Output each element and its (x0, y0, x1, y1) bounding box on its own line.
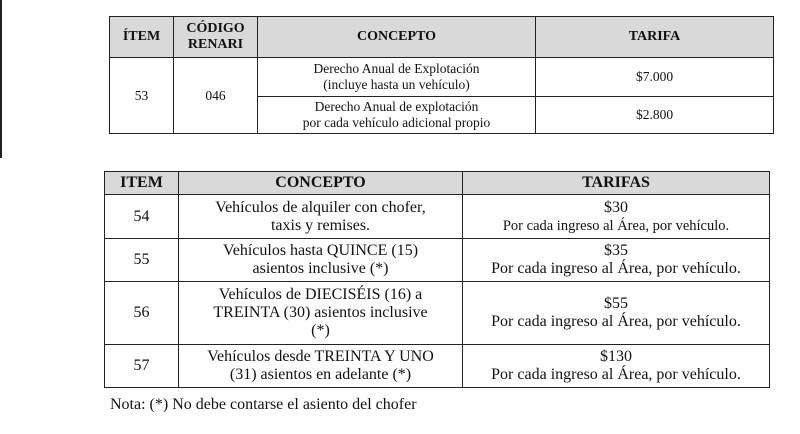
concepto-cell (258, 97, 536, 134)
tarifa-cell (463, 195, 770, 239)
tarifa-table-renari (109, 16, 774, 134)
concepto-cell (179, 195, 463, 239)
table1-header-row (110, 17, 774, 58)
concepto-line: asientos inclusive (*) (252, 260, 389, 277)
header-concepto: CONCEPTO (179, 172, 463, 195)
item-number: 57 (105, 345, 179, 388)
item-number: 54 (105, 195, 179, 239)
left-border-line (0, 0, 2, 158)
tarifa-amount: $30 (604, 198, 628, 216)
concepto-line: Vehículos hasta QUINCE (15) (222, 242, 419, 259)
table-row (105, 345, 770, 388)
tarifa-amount: $35 (604, 242, 628, 259)
concepto-cell (258, 58, 536, 97)
concepto-cell (179, 282, 463, 345)
tarifa-table-vehiculos (104, 171, 770, 388)
header-concepto: CONCEPTO (258, 17, 536, 58)
codigo-renari: 046 (174, 58, 258, 134)
concepto-line: (*) (311, 322, 330, 339)
table2-header-row (105, 172, 770, 195)
header-codigo-renari: CÓDIGO RENARI (174, 17, 258, 58)
table-row (110, 58, 774, 97)
concepto-line: (incluye hasta un vehículo) (323, 77, 470, 92)
tarifa-detalle: Por cada ingreso al Área, por vehículo. (491, 260, 741, 277)
header-tarifa: TARIFA (536, 17, 774, 58)
concepto-line: Vehículos de alquiler con chofer, (215, 198, 426, 216)
table-row (105, 282, 770, 345)
concepto-line: Vehículos de DIECISÉIS (16) a (218, 286, 423, 303)
tarifa-detalle: Por cada ingreso al Área, por vehículo. (491, 313, 741, 330)
concepto-line: Derecho Anual de Explotación (313, 61, 480, 76)
nota-footnote: Nota: (*) No debe contarse el asiento del chofer (110, 396, 417, 413)
tarifa-cell (463, 345, 770, 388)
concepto-cell (179, 345, 463, 388)
concepto-line: (31) asientos en adelante (*) (229, 366, 412, 383)
concepto-line: taxis y remises. (270, 216, 371, 234)
tarifa-amount: $130 (600, 348, 632, 365)
tarifa-detalle: Por cada ingreso al Área, por vehículo. (502, 217, 730, 234)
item-number: 53 (110, 58, 174, 134)
concepto-cell (179, 239, 463, 282)
concepto-line: Vehículos desde TREINTA Y UNO (207, 348, 434, 365)
item-number: 55 (105, 239, 179, 282)
table-row (105, 195, 770, 239)
tarifa-amount: $55 (604, 295, 628, 312)
header-tarifas: TARIFAS (463, 172, 770, 195)
concepto-line: TREINTA (30) asientos inclusive (213, 304, 428, 321)
concepto-line: por cada vehículo adicional propio (302, 115, 491, 130)
tarifa-cell: $7.000 (536, 58, 774, 97)
tarifa-cell (463, 282, 770, 345)
item-number: 56 (105, 282, 179, 345)
concepto-line: Derecho Anual de explotación (314, 99, 479, 114)
header-item: ÍTEM (110, 17, 174, 58)
tarifa-detalle: Por cada ingreso al Área, por vehículo. (491, 366, 741, 383)
header-item: ITEM (105, 172, 179, 195)
table-row (105, 239, 770, 282)
tarifa-cell: $2.800 (536, 97, 774, 134)
tarifa-cell (463, 239, 770, 282)
